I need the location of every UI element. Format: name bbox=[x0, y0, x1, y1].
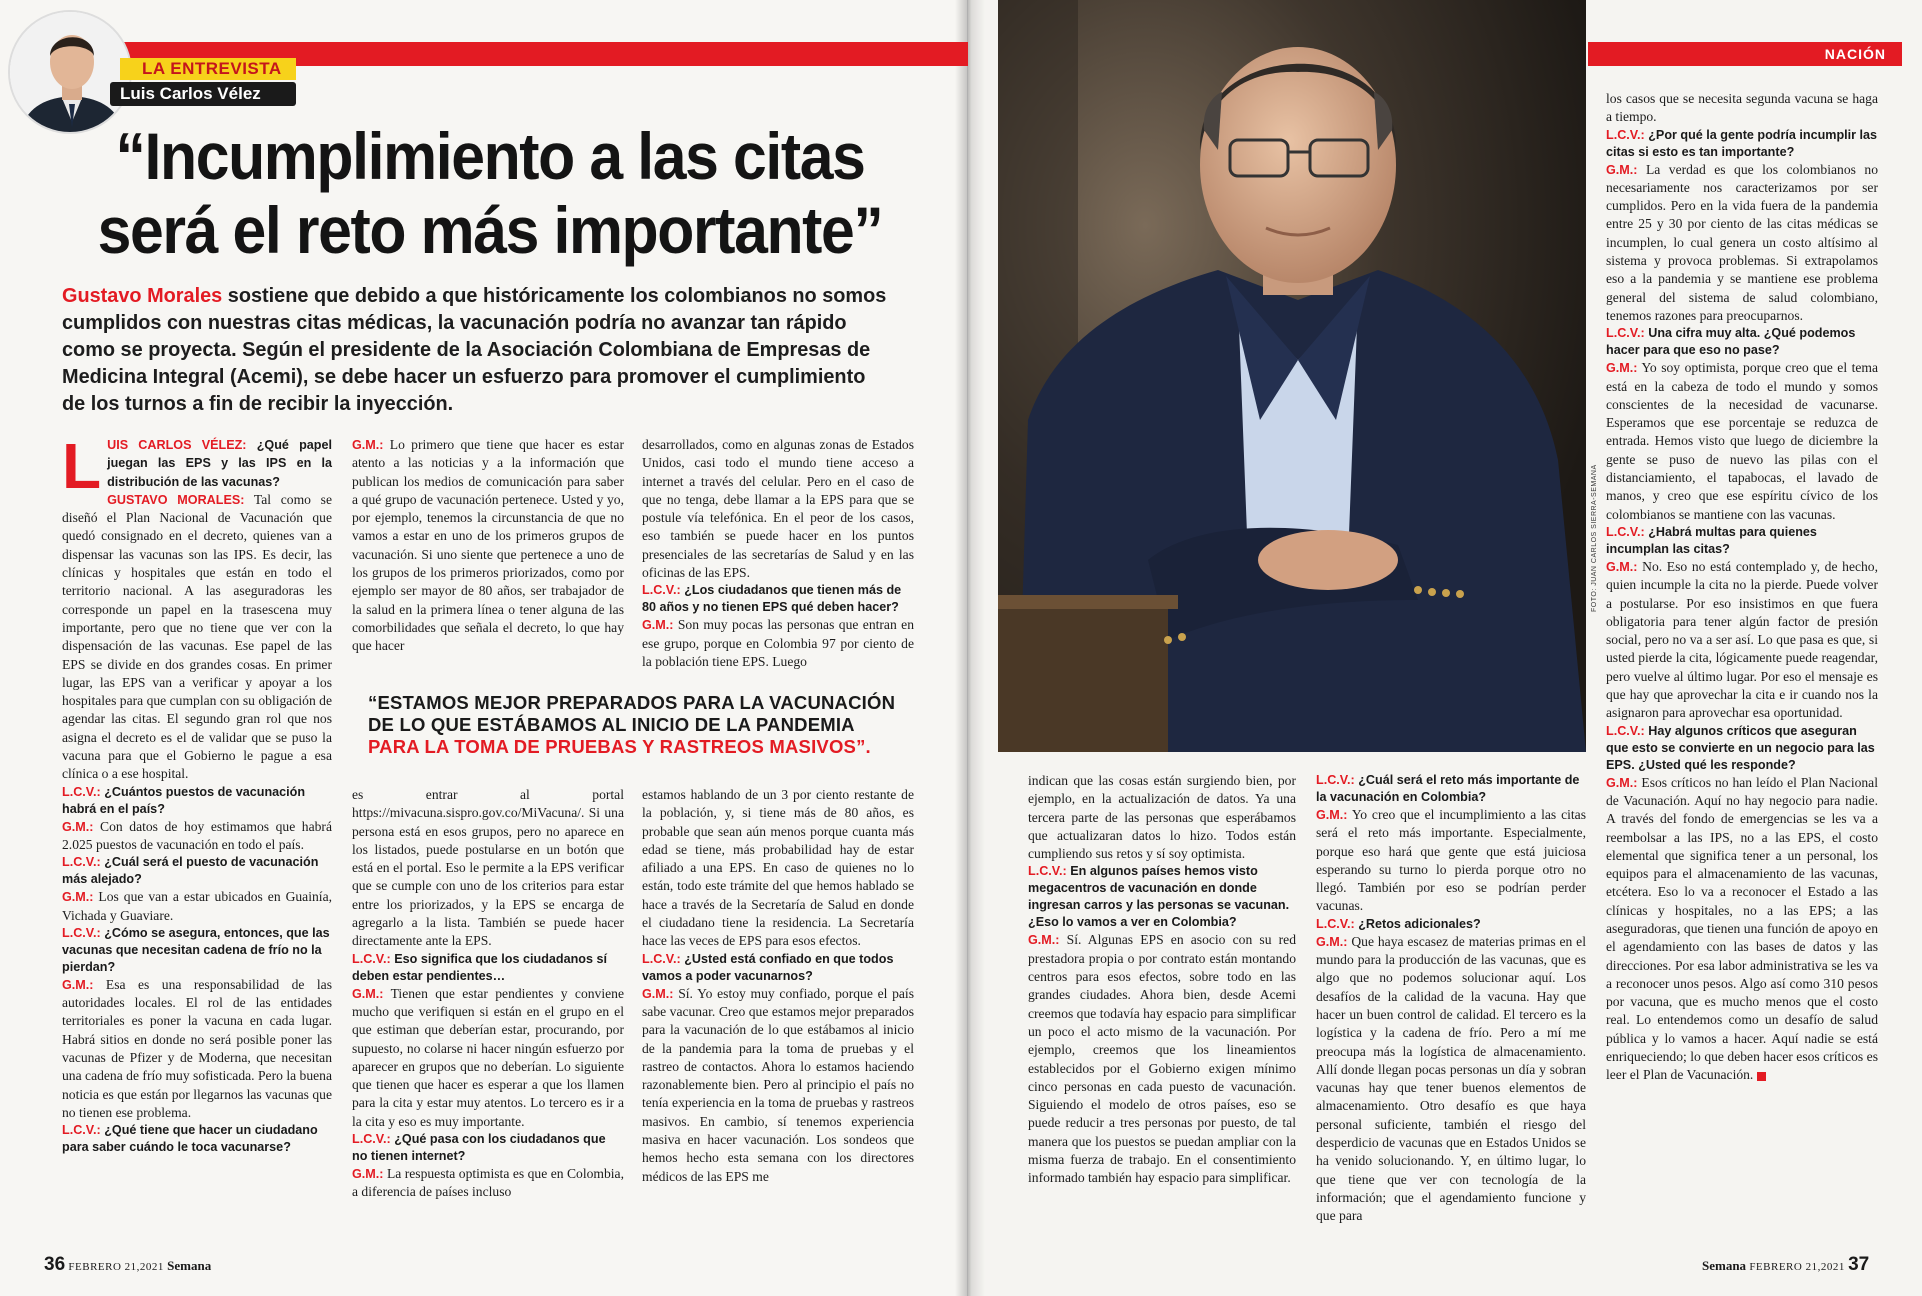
pull-quote-line: DE LO QUE ESTÁBAMOS AL INICIO DE LA PANDEMIA bbox=[368, 714, 855, 735]
speaker-label: G.M.: bbox=[352, 986, 384, 1001]
speaker-label: G.M.: bbox=[1028, 933, 1060, 948]
answer: Sí. Algunas EPS en asocio con su red prestadora propia o por contrato están montando centros para esos efectos, sobre todo en las grandes ciudades. Ahora bien, desde Acemi creemos que todavía hay espacio para simplificar un poco el acto mismo de la vacunación. Por ejemplo, creemos que los lineamientos establecidos por el Gobierno exigen mínimo cinco personas en cada puesto de vacunación. Siguiendo el modelo de otros países, eso se puede reducir a tres personas por puesto, de tal manera que los puestos se puedan ampliar con la misma fuerza de trabajo. En el consentimiento informado también hay espacio para simplificar. bbox=[1028, 932, 1296, 1186]
footer-right bbox=[1702, 1254, 1869, 1276]
question: ¿Cuántos puestos de vacunación habrá en el país? bbox=[62, 784, 306, 816]
answer: Los que van a estar ubicados en Guainía, Vichada y Guaviare. bbox=[62, 889, 332, 923]
text-column-5 bbox=[1316, 772, 1586, 1226]
answer: Yo creo que el incumplimiento a las citas será el reto más importante. Especialmente, porque eso hará que gente que está juiciosa esperando su turno lo pierda porque otro no llegó. También por eso se podrían perder vacunas. bbox=[1316, 807, 1586, 914]
answer: Sí. Yo estoy muy confiado, porque el país sabe vacunar. Creo que estamos mejor preparados para la vacunación de lo que estábamos al inicio de la pandemia para la toma de pruebas y el rastreo de contactos. Ahora lo estamos haciendo razonablemente bien. Pero al principio el país no tenía experiencia en la toma de pruebas y rastreos masivos. En cambio, sí tenemos experiencia masiva en hacer vacunación. Los sondeos que hemos hecho esta semana con los directores médicos de las EPS me bbox=[642, 985, 914, 1184]
answer: estamos hablando de un 3 por ciento restante de la población, y, si tiene más de 80 años, es probable que sean aún menos porque cuanta más edad se tiene, más probabilidad hay de estar afiliado a una EPS. En caso de quienes no lo están, todo este trámite del que hemos hablado se hace a través de la Secretaría de Salud en donde el ciudadano tiene la residencia. La Secretaría hace las veces de EPS para esos efectos. bbox=[642, 787, 914, 949]
page-number: 36 bbox=[44, 1254, 66, 1275]
page-number: 37 bbox=[1848, 1254, 1870, 1275]
speaker-label: G.M.: bbox=[352, 438, 384, 452]
answer: Son muy pocas las personas que entran en ese grupo, porque en Colombia 97 por ciento de la población tiene EPS. Luego bbox=[642, 617, 914, 669]
speaker-label: G.M.: bbox=[1606, 775, 1638, 790]
answer: Tal como se diseñó el Plan Nacional de Vacunación que quedó consignado en el decreto, quienes van a dispensar las vacunas son las IPS. Es decir, las clínicas y hospitales que están en todo el territorio nacional. A las aseguradoras les corresponde un papel en la trasescena muy importante, pero que no tiene que ver con la dispensación de las vacunas. Ese papel de las EPS se divide en dos grandes cosas. En primer lugar, las EPS van a verificar y apoyar a los hospitales para que cumplan con su obligación de agendar las citas. El segundo gran rol que nos asigna el decreto es el de validar que se puso la vacuna para que el Gobierno le pague a esa clínica o a ese hospital. bbox=[62, 491, 332, 782]
speaker-label: L.C.V.: bbox=[1606, 723, 1645, 738]
deck bbox=[62, 282, 887, 417]
question: ¿Cuál será el reto más importante de la vacunación en Colombia? bbox=[1316, 773, 1580, 804]
speaker-label: G.M.: bbox=[1316, 808, 1348, 822]
question: ¿Por qué la gente podría incumplir las citas si esto es tan importante? bbox=[1606, 127, 1878, 159]
text-column-3-top bbox=[642, 436, 914, 671]
speaker-label: L.C.V.: bbox=[62, 784, 101, 799]
text-column-6 bbox=[1606, 90, 1878, 1085]
text-column-2-top bbox=[352, 436, 624, 656]
author-tag: Luis Carlos Vélez bbox=[110, 82, 296, 106]
question: ¿Cuál será el puesto de vacunación más alejado? bbox=[62, 855, 319, 887]
speaker-label: G.M.: bbox=[1606, 162, 1638, 177]
portrait-photo bbox=[998, 0, 1586, 752]
speaker-label: G.M.: bbox=[1316, 934, 1348, 949]
text-column-3-bottom bbox=[642, 786, 914, 1186]
speaker-label: G.M.: bbox=[1606, 559, 1638, 574]
section-label: LA ENTREVISTA bbox=[120, 58, 296, 80]
text-column-2-bottom bbox=[352, 786, 624, 1202]
pull-quote-line: PARA LA TOMA DE PRUEBAS Y RASTREOS MASIVOS”. bbox=[368, 736, 871, 757]
issue-date: FEBRERO 21,2021 bbox=[68, 1261, 164, 1273]
answer: los casos que se necesita segunda vacuna se haga a tiempo. bbox=[1606, 91, 1878, 125]
headline-line-2: será el reto más importante” bbox=[97, 193, 883, 267]
speaker-label: G.M.: bbox=[62, 819, 94, 834]
speaker-label: L.C.V.: bbox=[1316, 916, 1355, 931]
question: ¿Qué tiene que hacer un ciudadano para saber cuándo le toca vacunarse? bbox=[62, 1123, 318, 1155]
speaker-label: L.C.V.: bbox=[62, 1123, 101, 1138]
drop-cap: L bbox=[62, 430, 102, 502]
speaker-label: L.C.V.: bbox=[62, 925, 101, 940]
speaker-label: L.C.V.: bbox=[1606, 524, 1645, 539]
question: ¿Usted está confiado en que todos vamos a poder vacunarnos? bbox=[642, 951, 894, 983]
speaker-label: L.C.V.: bbox=[1606, 127, 1645, 142]
answer: Esos críticos no han leído el Plan Nacional de Vacunación. Aquí no hay negocio para nadie. A través del fondo de emergencias se les va a reembolsar a las IPS, no a las EPS, el costo elemental que significa tener a un personal, los equipos para el almacenamiento de las vacunas, etcétera. Eso lo va a reconocer el Estado a las clínicas y hospitales, no a las EPS; a las aseguradoras, que tienen una función de apoyo en el agendamiento con las bases de datos y las direcciones. Por esa labor administrativa se les va a reconocer unos pesos. Algo así como 310 pesos por vacuna, que es mucho menos que el costo real. Lo entendemos como un desafío de salud pública y lo vamos a hacer. Aquí nadie se está enriqueciendo; lo que deben hacer esos críticos es leer el Plan de Vacunación. bbox=[1606, 774, 1878, 1083]
speaker-label: GUSTAVO MORALES: bbox=[107, 492, 245, 507]
speaker-label: L.C.V.: bbox=[1606, 326, 1645, 341]
question: ¿Los ciudadanos que tienen más de 80 años y no tienen EPS qué deben hacer? bbox=[642, 583, 902, 615]
question: ¿Habrá multas para quienes incumplan las citas? bbox=[1606, 524, 1817, 556]
author-avatar bbox=[8, 10, 132, 134]
answer: Esa es una responsabilidad de las autoridades locales. El rol de las entidades territoriales es poner la vacuna en cada lugar. Habrá sitios en donde no será posible poner las vacunas de Pfizer y de Moderna, que necesitan una cadena de frío muy sofisticada. Pero la buena noticia es que están por llegarnos las vacunas que no tienen ese problema. bbox=[62, 976, 332, 1120]
speaker-label: UIS CARLOS VÉLEZ: bbox=[107, 438, 247, 452]
headline-line-1: “Incumplimiento a las citas bbox=[115, 119, 865, 193]
question: Una cifra muy alta. ¿Qué podemos hacer para que eso no pase? bbox=[1606, 326, 1856, 358]
speaker-label: G.M.: bbox=[1606, 361, 1638, 376]
issue-date: FEBRERO 21,2021 bbox=[1749, 1261, 1845, 1273]
speaker-label: L.C.V.: bbox=[642, 951, 681, 966]
speaker-label: L.C.V.: bbox=[642, 583, 681, 598]
deck-text: sostiene que debido a que históricamente los colombianos no somos cumplidos con nuestras citas médicas, la vacunación podría no avanzar tan rápido como se proyecta. Según el presidente de la Asociación Colombiana de Empresas de Medicina Integral (Acemi), se debe hacer un esfuerzo para promover el cumplimiento de los turnos a fin de recibir la inyección. bbox=[62, 284, 887, 415]
section-right-label: NACIÓN bbox=[1588, 42, 1902, 66]
question: ¿Cómo se asegura, entonces, que las vacunas que necesitan cadena de frío no la pierdan? bbox=[62, 925, 330, 974]
speaker-label: L.C.V.: bbox=[352, 1132, 391, 1147]
footer-left bbox=[44, 1254, 211, 1276]
magazine-name: Semana bbox=[1702, 1258, 1747, 1273]
speaker-label: G.M.: bbox=[62, 977, 94, 992]
speaker-label: L.C.V.: bbox=[1028, 864, 1067, 879]
speaker-label: L.C.V.: bbox=[62, 855, 101, 870]
question: ¿Qué pasa con los ciudadanos que no tienen internet? bbox=[352, 1132, 606, 1164]
question: ¿Qué papel juegan las EPS y las IPS en la distribución de las vacunas? bbox=[107, 438, 332, 489]
question: Eso significa que los ciudadanos sí deben estar pendientes… bbox=[352, 951, 607, 983]
speaker-label: G.M.: bbox=[642, 618, 674, 633]
answer: Que haya escasez de materias primas en el mundo para la producción de las vacunas, que es algo que no podemos solucionar aquí. Los desafíos de la calidad de la vacuna. Hay que hacer un buen control de calidad. El tercero es la logística y la cadena de frío. Pero a mí me preocupa más la logística de almacenamiento. Allí donde llegan pocas personas un día y sobran vacunas hay que tener buenos elementos de almacenamiento. Otro desafío es que haya personal suficiente, también el riesgo del desperdicio de vacunas que en Estados Unidos se ha venido solucionando. Y, en último lugar, lo que tiene que ver con tecnología de la información; que el agendamiento funcione y que para bbox=[1316, 933, 1586, 1224]
answer: La respuesta optimista es que en Colombia, a diferencia de países incluso bbox=[352, 1166, 624, 1200]
answer: desarrollados, como en algunas zonas de Estados Unidos, casi todo el mundo tiene acceso a internet a través del celular. Pero en el caso de que no tenga, debe llamar a la EPS para que se postule vía telefónica. En el peor de los casos, eso también se puede hacer en los puntos presenciales de las secretarías de Salud y en las oficinas de las EPS. bbox=[642, 437, 914, 581]
question: En algunos países hemos visto megacentros de vacunación en donde ingresan carros y las personas se vacunan. ¿Eso lo vamos a ver en Colombia? bbox=[1028, 864, 1290, 930]
photo-credit: FOTO: JUAN CARLOS SIERRA-SEMANA bbox=[1591, 464, 1598, 612]
speaker-label: G.M.: bbox=[642, 986, 674, 1001]
speaker-label: L.C.V.: bbox=[352, 951, 391, 966]
answer: Yo soy optimista, porque creo que el tema está en la cabeza de todo el mundo y somos conscientes de la necesidad de vacunarse. Esperamos que ese porcentaje se reduzca de entrada. Hemos visto que luego de diciembre la gente se puso de nuevo las pilas con el distanciamiento, el tapabocas, el lavado de manos, y creo que ese espíritu cívico de los colombianos se mantiene con las vacunas. bbox=[1606, 360, 1878, 522]
answer: La verdad es que los colombianos no necesariamente nos caracterizamos por ser cumplidos. Pero en la vida fuera de la pandemia entre 25 y 30 por ciento de las citas médicas se incumplen, lo cual genera un costo altísimo al sistema y provoca problemas. Si extrapolamos eso a la pandemia y se mantiene ese problema general del sistema de salud colombiano, tenemos razones para preocuparnos. bbox=[1606, 161, 1878, 323]
end-mark-icon bbox=[1757, 1072, 1766, 1081]
speaker-label: G.M.: bbox=[352, 1167, 384, 1182]
speaker-label: G.M.: bbox=[62, 890, 94, 905]
answer: Lo primero que tiene que hacer es estar atento a las noticias y a la información que publican los medios de comunicación para saber a qué grupo de vacunación pertenece. Usted y yo, por ejemplo, tenemos la circunstancia de que no vamos a estar en uno de los primeros grupos de vacunación. Si uno siente que pertenece a uno de los grupos de los primeros priorizados, como por ejemplo ser mayor de 80 años, ser trabajador de la salud en la primera línea o tener alguna de las comorbilidades que señala el decreto, lo que hay que hacer bbox=[352, 437, 624, 654]
answer: indican que las cosas están surgiendo bien, por ejemplo, en la actualización de datos. Ya una tercera parte de las personas que esperábamos que actualizaran datos lo hizo. Todos están cumpliendo sus retos y sí soy optimista. bbox=[1028, 773, 1296, 862]
magazine-name: Semana bbox=[167, 1258, 212, 1273]
question: ¿Retos adicionales? bbox=[1354, 916, 1481, 931]
text-column-4 bbox=[1028, 772, 1296, 1188]
pull-quote bbox=[368, 692, 928, 758]
answer: es entrar al portal https://mivacuna.sispro.gov.co/MiVacuna/. Si una persona está en esos grupos, pero no aparece en los listados, puede postularse en un botón que está en el portal. Eso le permite a la EPS verificar que se cumple con uno de los criterios para estar entre los priorizados, y la EPS se encarga de agregarlo a la lista. También se puede hacer directamente ante la EPS. bbox=[352, 787, 624, 949]
text-column-1 bbox=[62, 430, 332, 1156]
answer: No. Eso no está contemplado y, de hecho, quien incumple la cita no la pierde. Puede volver a postularse. Por eso insistimos en que fuera obligatoria para tener algún factor de presión social, pero no va a ser así. Lo que pasa es que, si usted pierde la cita, lógicamente puede reagendar, pero vuelve al último lugar. Por eso el mensaje es que hay que aprovechar la cita e ir cuando nos la asignaron para aprovechar esa oportunidad. bbox=[1606, 558, 1878, 721]
answer: Tienen que estar pendientes y conviene mucho que verifiquen si están en el grupo en el que estiman que deberían estar, procurando, por supuesto, no colarse ni hacer ningún esfuerzo por aparecer en grupos que no deberían. Lo siguiente que tienen que hacer es esperar a que los llamen para la cita y estar muy atentos. Lo tercero es ir a la cita y eso es muy importante. bbox=[352, 985, 624, 1129]
question: Hay algunos críticos que aseguran que esto se convierte en un negocio para las EPS. ¿Usted qué les responde? bbox=[1606, 723, 1875, 772]
deck-name: Gustavo Morales bbox=[62, 284, 223, 307]
speaker-label: L.C.V.: bbox=[1316, 773, 1355, 787]
pull-quote-line: “ESTAMOS MEJOR PREPARADOS PARA LA VACUNACIÓN bbox=[368, 692, 896, 713]
answer: Con datos de hoy estimamos que habrá 2.025 puestos de vacunación en todo el país. bbox=[62, 818, 332, 852]
